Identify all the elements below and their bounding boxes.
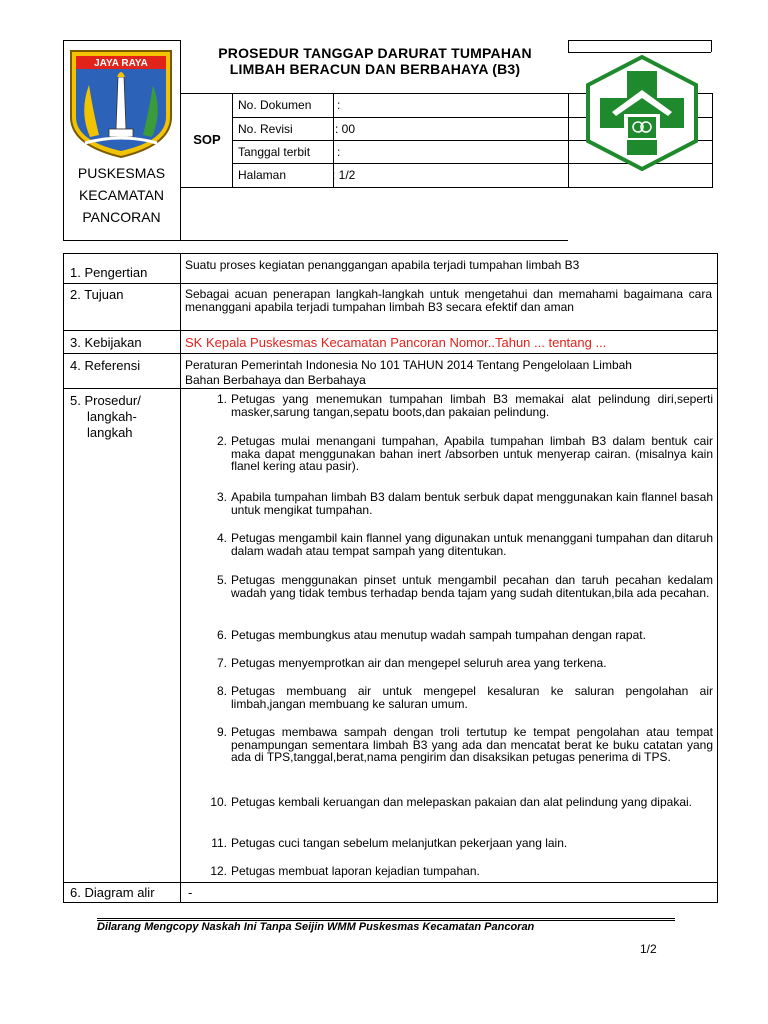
step-text: Petugas membuat laporan kejadian tumpahan. [231, 864, 480, 878]
text-referensi: Peraturan Pemerintah Indonesia No 101 TAHUN 2014 Tentang Pengelolaan Limbah Bahan Berbahaya dan Berbahaya [185, 358, 632, 387]
step-number: 1. [216, 392, 227, 406]
step-text: Petugas membuang air untuk mengepel kesaluran ke saluran pengolahan air limbah,jangan membuang ke saluran umum. [231, 684, 713, 711]
meta-value-tanggal: : [337, 145, 341, 159]
org-line: PUSKESMAS [77, 165, 166, 181]
label-pengertian: 1. Pengertian [70, 265, 148, 280]
label-kebijakan: 3. Kebijakan [70, 335, 142, 350]
step-text: Petugas membungkus atau menutup wadah sampah tumpahan dengan rapat. [231, 628, 646, 642]
label-prosedur [70, 393, 141, 441]
label-referensi: 4. Referensi [70, 358, 141, 373]
list-item [216, 684, 713, 711]
step-text: Petugas yang menemukan tumpahan limbah B3 memakai alat pelindung diri,seperti masker,sarung tangan,sepatu boots,dan pakaian pelindung. [231, 392, 713, 419]
text-kebijakan: SK Kepala Puskesmas Kecamatan Pancoran Nomor..Tahun ... tentang ... [185, 335, 607, 350]
list-item [216, 490, 713, 517]
org-line: KECAMATAN [78, 187, 165, 203]
meta-value-dokumen: : [337, 98, 341, 112]
page-number: 1/2 [640, 942, 657, 956]
meta-label-revisi: No. Revisi [238, 122, 293, 136]
list-item [216, 434, 713, 473]
meta-label-halaman: Halaman [238, 168, 287, 182]
step-number: 6. [216, 628, 227, 642]
footer-note: Dilarang Mengcopy Naskah Ini Tanpa Seijin WMM Puskesmas Kecamatan Pancoran [97, 921, 535, 933]
list-item [216, 531, 713, 558]
step-number: 4. [216, 531, 227, 545]
step-number: 10. [210, 795, 227, 809]
step-number: 5. [216, 573, 227, 587]
list-item [210, 795, 713, 809]
step-number: 11. [211, 836, 227, 850]
text-diagram: - [188, 885, 193, 900]
step-text: Petugas menyemprotkan air dan mengepel seluruh area yang terkena. [231, 656, 607, 670]
step-number: 7. [216, 656, 227, 670]
step-text: Petugas cuci tangan sebelum melanjutkan pekerjaan yang lain. [231, 836, 568, 850]
text-pengertian: Suatu proses kegiatan penanggangan apabila terjadi tumpahan limbah B3 [185, 258, 580, 272]
meta-label-dokumen: No. Dokumen [238, 98, 312, 112]
step-number: 2. [216, 434, 227, 448]
step-text: Apabila tumpahan limbah B3 dalam bentuk serbuk dapat menggunakan kain flannel basah untuk mengikat tumpahan. [231, 490, 713, 517]
list-item [216, 392, 713, 419]
list-item [216, 656, 713, 670]
list-item [216, 573, 713, 600]
label-prosedur-line: langkah [87, 425, 133, 440]
list-item [216, 725, 713, 764]
sop-label: SOP [193, 132, 221, 147]
meta-value-revisi: : 00 [335, 122, 356, 136]
label-prosedur-line: 5. Prosedur/ [70, 393, 141, 408]
procedure-steps [210, 0, 713, 890]
meta-value-halaman: : 1/2 [332, 168, 356, 182]
step-text: Petugas mengambil kain flannel yang digunakan untuk menanggani tumpahan dan ditaruh dalam wadah atau tempat sampah yang ditentukan. [231, 531, 713, 558]
text-tujuan: Sebagai acuan penerapan langkah-langkah untuk mengetahui dan memahami bagaimana cara menanggani apabila terjadi tumpahan limbah B3 secara efektif dan aman [185, 287, 712, 314]
list-item [216, 628, 713, 642]
jaya-raya-emblem-icon [65, 47, 177, 159]
step-text: Petugas membawa sampah dengan troli tertutup ke tempat pengolahan atau tempat penampungan sementara limbah B3 yang ada dan mencatat berat ke buku catatan yang ada di TPS,tanggal,berat,nama pengirim dan disaksikan petugas penerima di TPS. [231, 725, 713, 764]
list-item [210, 864, 713, 878]
label-diagram: 6. Diagram alir [70, 885, 155, 900]
label-tujuan: 2. Tujuan [70, 287, 124, 302]
title-line: LIMBAH BERACUN DAN BERBAHAYA (B3) [229, 61, 521, 77]
list-item [211, 836, 713, 850]
label-prosedur-line: langkah- [87, 409, 137, 424]
step-text: Petugas kembali keruangan dan melepaskan pakaian dan alat pelindung yang dipakai. [231, 795, 692, 809]
step-number: 9. [216, 725, 227, 739]
step-text: Petugas mulai menangani tumpahan, Apabila tumpahan limbah B3 dalam bentuk cair maka dapat menggunakan bahan inert /absorben untuk menyerap cairan. (misalnya kain flanel kering atau pasir). [231, 434, 713, 473]
org-line: PANCORAN [82, 209, 161, 225]
step-number: 3. [216, 490, 227, 504]
step-number: 8. [216, 684, 227, 698]
meta-label-tanggal: Tanggal terbit [238, 145, 311, 159]
org-name [63, 162, 180, 228]
step-text: Petugas menggunakan pinset untuk mengambil pecahan dan taruh pecahan kedalam wadah yang tidak tembus terhadap benda tajam yang sudah ditentukan,bila ada pecahan. [231, 573, 713, 600]
title-line: PROSEDUR TANGGAP DARURAT TUMPAHAN [218, 45, 532, 61]
footer-rule [97, 918, 675, 919]
step-number: 12. [210, 864, 227, 878]
emblem-text: JAYA RAYA [94, 58, 148, 69]
